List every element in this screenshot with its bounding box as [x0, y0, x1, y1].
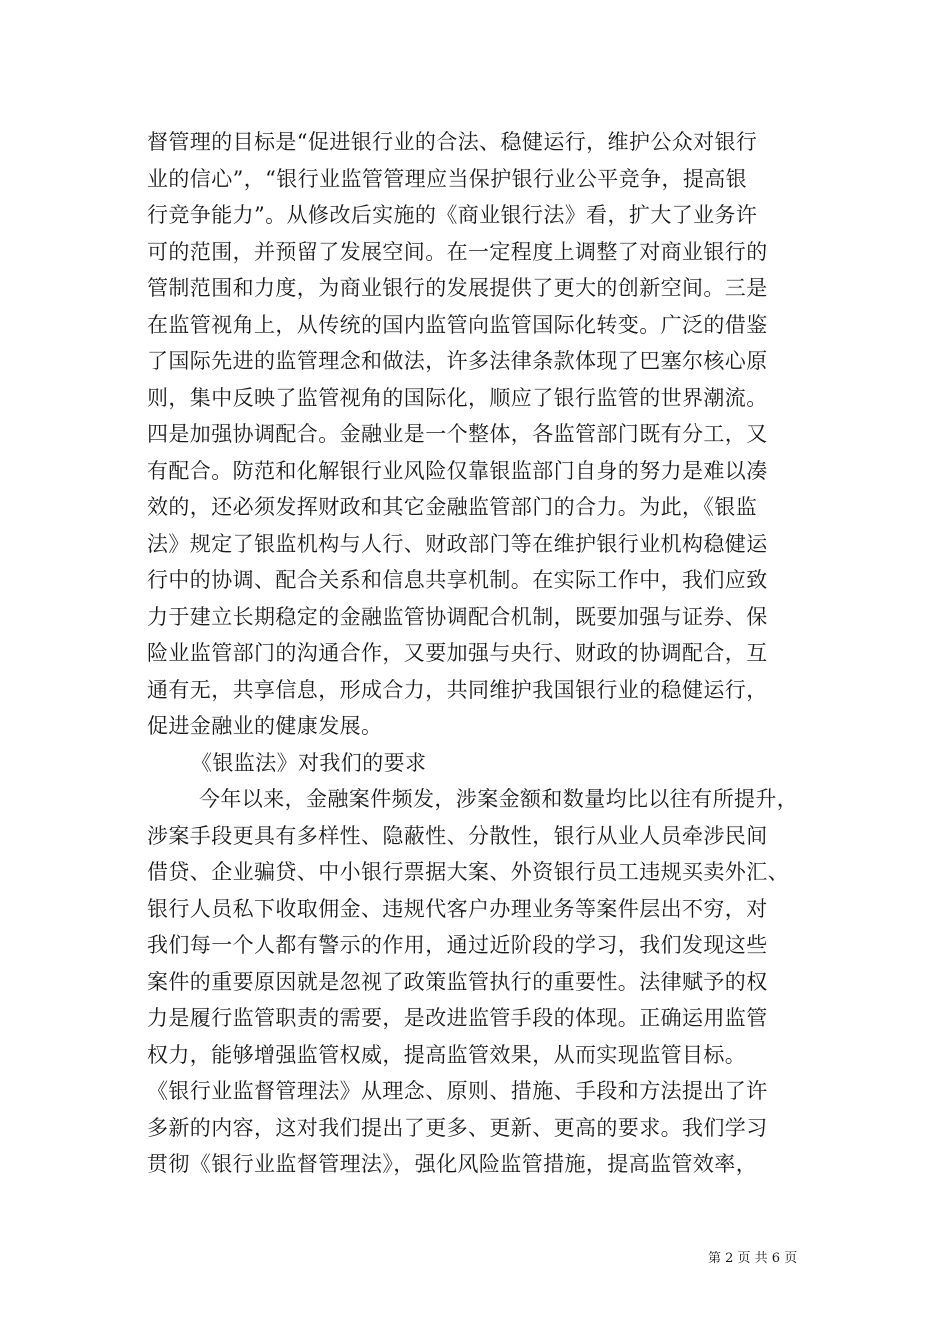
text-line: 有配合。防范和化解银行业风险仅靠银监部门自身的努力是难以凑 — [147, 458, 768, 483]
text-line: 力是履行监管职责的需要，是改进监管手段的体现。正确运用监管 — [147, 1006, 768, 1030]
text-line: 管制范围和力度，为商业银行的发展提供了更大的创新空间。三是 — [147, 276, 768, 300]
body-text — [147, 124, 807, 1183]
text-line: 涉案手段更具有多样性、隐蔽性、分散性，银行从业人员牵涉民间 — [147, 823, 768, 848]
text-line: 银行人员私下收取佣金、违规代客户办理业务等案件层出不穷，对 — [147, 896, 768, 921]
text-line: 四是加强协调配合。金融业是一个整体，各监管部门既有分工，又 — [147, 422, 768, 446]
text-line: 促进金融业的健康发展。 — [147, 714, 383, 738]
text-line: 行中的协调、配合关系和信息共享机制。在实际工作中，我们应致 — [147, 568, 768, 592]
text-line: 则，集中反映了监管视角的国际化，顺应了银行监管的世界潮流。 — [147, 385, 768, 410]
text-line: 可的范围，并预留了发展空间。在一定程度上调整了对商业银行的 — [147, 239, 768, 264]
text-line: 法》规定了银监机构与人行、财政部门等在维护银行业机构稳健运 — [147, 531, 768, 556]
text-line: 业的信心”，“银行业监管管理应当保护银行业公平竞争，提高银 — [147, 166, 748, 191]
text-line: 《银行业监督管理法》从理念、原则、措施、手段和方法提出了许 — [147, 1079, 768, 1103]
text-line: 多新的内容，这对我们提出了更多、更新、更高的要求。我们学习 — [147, 1115, 768, 1140]
paragraph-first-line: 今年以来，金融案件频发，涉案金额和数量均比以往有所提升， — [199, 787, 799, 811]
text-line: 行竞争能力”。从修改后实施的《商业银行法》看，扩大了业务许 — [147, 203, 758, 227]
text-line: 效的，还必须发挥财政和其它金融监管部门的合力。为此，《银监 — [147, 495, 758, 519]
text-line: 力于建立长期稳定的金融监管协调配合机制，既要加强与证券、保 — [147, 604, 768, 629]
text-line: 通有无，共享信息，形成合力，共同维护我国银行业的稳健运行， — [147, 677, 768, 702]
text-line: 在监管视角上，从传统的国内监管向监管国际化转变。广泛的借鉴 — [147, 312, 768, 337]
text-line: 险业监管部门的沟通合作，又要加强与央行、财政的协调配合，互 — [147, 641, 768, 665]
page-number: 第 2 页 共 6 页 — [708, 1251, 798, 1266]
text-line: 督管理的目标是“促进银行业的合法、稳健运行，维护公众对银行 — [147, 130, 758, 154]
text-line: 了国际先进的监管理念和做法，许多法律条款体现了巴塞尔核心原 — [147, 349, 768, 373]
text-line: 我们每一个人都有警示的作用，通过近阶段的学习，我们发现这些 — [147, 933, 768, 957]
section-heading: 《银监法》对我们的要求 — [191, 750, 427, 775]
text-line: 权力，能够增强监管权威，提高监管效果，从而实现监管目标。 — [147, 1042, 747, 1067]
text-line: 案件的重要原因就是忽视了政策监管执行的重要性。法律赋予的权 — [147, 969, 768, 994]
text-line: 借贷、企业骗贷、中小银行票据大案、外资银行员工违规买卖外汇、 — [147, 860, 789, 884]
text-line: 贯彻《银行业监督管理法》，强化风险监管措施，提高监管效率， — [147, 1152, 758, 1176]
